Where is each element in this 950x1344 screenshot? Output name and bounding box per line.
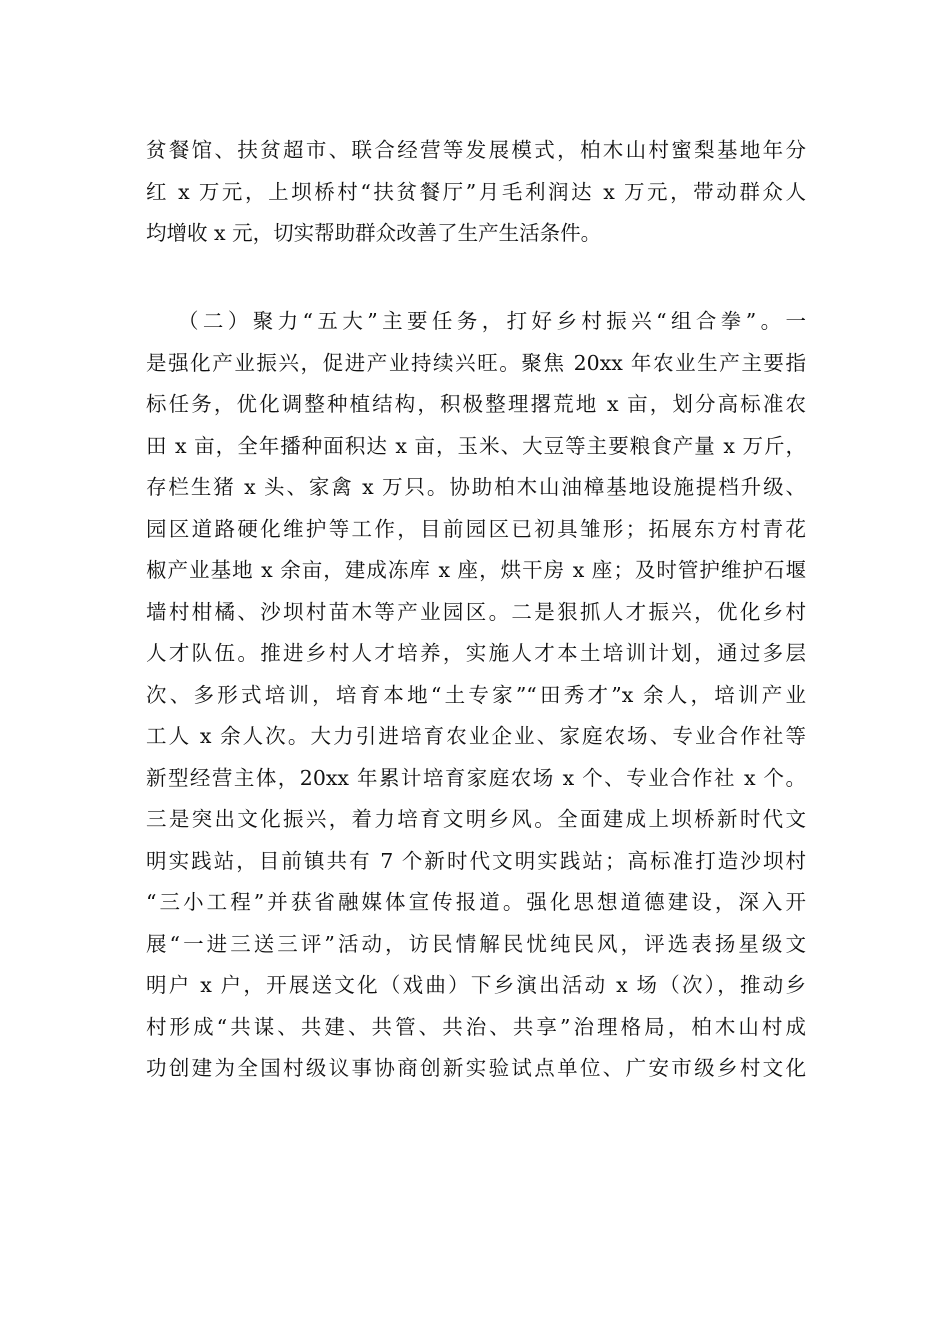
- text-line: 村形成“共谋、共建、共管、共治、共享”治理格局，柏木山村成: [146, 1014, 806, 1039]
- text-line: 均增收 x 元，切实帮助群众改善了生产生活条件。: [146, 221, 602, 245]
- text-line: “三小工程”并获省融媒体宣传报道。强化思想道德建设，深入开: [146, 890, 806, 914]
- text-line: 功创建为全国村级议事协商创新实验试点单位、广安市级乡村文化: [146, 1056, 806, 1080]
- text-line: 墙村柑橘、沙坝村苗木等产业园区。二是狠抓人才振兴，优化乡村: [146, 599, 806, 624]
- paragraph-1: [146, 130, 806, 255]
- text-line: 贫餐馆、扶贫超市、联合经营等发展模式，柏木山村蜜梨基地年分: [146, 138, 806, 162]
- text-line: 红 x 万元，上坝桥村“扶贫餐厅”月毛利润达 x 万元，带动群众人: [146, 179, 806, 204]
- text-line: 展“一进三送三评”活动，访民情解民忧纯民风，评选表扬星级文: [146, 931, 806, 956]
- text-line: 存栏生猪 x 头、家禽 x 万只。协助柏木山油樟基地设施提档升级、: [146, 475, 806, 499]
- text-line: 明户 x 户，开展送文化（戏曲）下乡演出活动 x 场（次），推动乡: [146, 973, 806, 997]
- text-line: 新型经营主体，20xx 年累计培育家庭农场 x 个、专业合作社 x 个。: [146, 765, 806, 790]
- paragraph-2: [146, 301, 806, 1090]
- text-line: 是强化产业振兴，促进产业持续兴旺。聚焦 20xx 年农业生产主要指: [146, 350, 806, 375]
- text-line: 田 x 亩，全年播种面积达 x 亩，玉米、大豆等主要粮食产量 x 万斤，: [146, 433, 806, 458]
- text-line: （二）聚力“五大”主要任务，打好乡村振兴“组合拳”。一: [178, 309, 806, 333]
- text-line: 三是突出文化振兴，着力培育文明乡风。全面建成上坝桥新时代文: [146, 807, 806, 831]
- text-line: 园区道路硬化维护等工作，目前园区已初具雏形；拓展东方村青花: [146, 516, 806, 541]
- text-line: 工人 x 余人次。大力引进培育农业企业、家庭农场、专业合作社等: [146, 724, 806, 748]
- text-line: 椒产业基地 x 余亩，建成冻库 x 座，烘干房 x 座；及时管护维护石堰: [146, 558, 806, 582]
- text-line: 人才队伍。推进乡村人才培养，实施人才本土培训计划，通过多层: [146, 641, 806, 665]
- text-line: 标任务，优化调整种植结构，积极整理撂荒地 x 亩，划分高标准农: [146, 392, 806, 416]
- text-line: 明实践站，目前镇共有 7 个新时代文明实践站；高标准打造沙坝村: [146, 848, 806, 873]
- text-line: 次、多形式培训，培育本地“土专家”“田秀才”x 余人，培训产业: [146, 682, 806, 707]
